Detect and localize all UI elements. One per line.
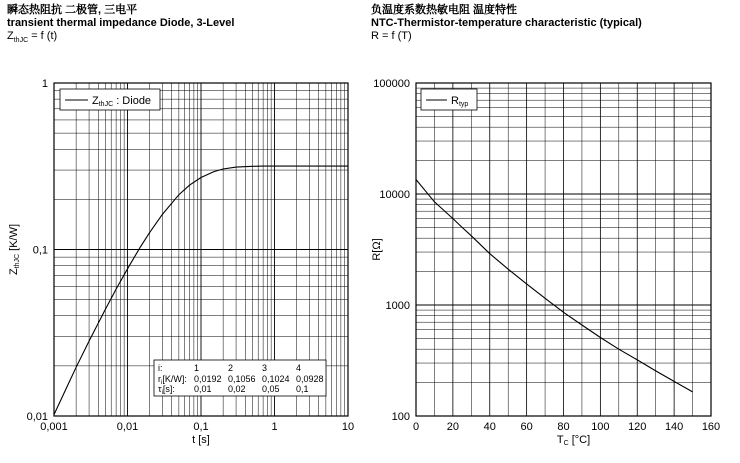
right-x-tick-label: 40: [483, 421, 496, 433]
left-table-cell: 0,02: [228, 384, 246, 394]
right-y-tick-label: 100: [391, 411, 410, 423]
left-table-header: i:: [158, 363, 163, 373]
left-table-cell: 0,0928: [296, 374, 324, 384]
left-table-cell: 0,05: [262, 384, 280, 394]
left-x-tick-label: 0,001: [40, 421, 68, 433]
left-table-cell: 0,1056: [228, 374, 256, 384]
header-right-title-cn: 负温度系数热敏电阻 温度特性: [371, 4, 518, 16]
right-y-tick-label: 1000: [385, 300, 410, 312]
right-y-tick-label: 100000: [373, 78, 410, 90]
left-table-cell: 0,1: [296, 384, 309, 394]
formula-symbol: Z: [7, 30, 14, 42]
left-table-row-label: $\tau_i[s]$:: [158, 384, 175, 396]
left-table-cell: 0,1024: [262, 374, 290, 384]
left-y-axis-label: ZthJC [K/W]: [8, 223, 21, 276]
right-x-tick-label: 160: [701, 421, 721, 433]
left-table-cell: 0,0192: [194, 374, 222, 384]
right-x-axis-label: TC [°C]: [556, 434, 591, 447]
right-y-axis-label: R[Ω]: [371, 238, 383, 261]
header-left-title-cn: 瞬态热阻抗 二极管, 三电平: [7, 4, 138, 16]
left-x-tick-label: 1: [271, 421, 278, 433]
right-x-tick-label: 100: [591, 421, 610, 433]
right-x-tick-label: 0: [412, 421, 420, 433]
left-table-header: 1: [194, 363, 200, 373]
right-legend-label: Rtyp: [451, 95, 469, 108]
header-left-title-en: transient thermal impedance Diode, 3-Level: [7, 17, 235, 29]
left-table-header: 3: [262, 363, 268, 373]
left-chart-group: [8, 78, 354, 446]
right-x-tick-label: 140: [664, 421, 684, 433]
right-chart-group: [371, 78, 720, 447]
right-y-tick-label: 10000: [379, 189, 410, 201]
left-y-tick-label: 1: [41, 78, 48, 90]
right-x-tick-label: 80: [557, 421, 570, 433]
left-x-tick-label: 10: [341, 421, 355, 433]
left-table-cell: 0,01: [194, 384, 212, 394]
right-x-tick-label: 20: [446, 421, 459, 433]
left-x-tick-label: 0,01: [116, 421, 139, 433]
header-right-formula: R = f (T): [371, 30, 412, 42]
left-legend-label: ZthJC : Diode: [92, 95, 152, 108]
left-x-axis-label: t [s]: [192, 434, 210, 446]
left-table-row-label: $r_i[K/W]$:: [158, 374, 187, 386]
left-table-header: 4: [296, 363, 302, 373]
left-y-tick-label: 0,1: [32, 244, 48, 257]
left-y-tick-label: 0,01: [26, 411, 48, 423]
right-x-tick-label: 60: [520, 421, 533, 433]
right-x-tick-label: 120: [628, 421, 647, 433]
left-x-tick-label: 0,1: [193, 421, 209, 433]
formula-rest: = f (t): [28, 30, 58, 42]
formula-subscript: thJC: [13, 37, 29, 45]
left-table-header: 2: [228, 363, 234, 373]
header-right-title-en: NTC-Thermistor-temperature characteristic (typical): [371, 17, 642, 29]
